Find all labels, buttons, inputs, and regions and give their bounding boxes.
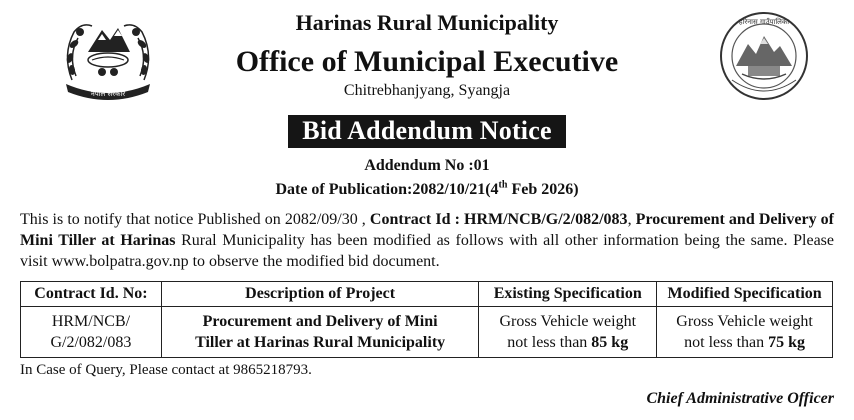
header-contract-id: Contract Id. No: <box>21 282 162 307</box>
signatory-title: Chief Administrative Officer <box>646 390 834 407</box>
header-description: Description of Project <box>161 282 478 307</box>
existing-weight-value: 85 kg <box>591 334 629 351</box>
modified-weight-value: 75 kg <box>768 334 806 351</box>
office-address: Chitrebhanjyang, Syangja <box>343 82 511 99</box>
header-existing-spec: Existing Specification <box>479 282 657 307</box>
cell-contract-id: HRM/NCB/ G/2/082/083 <box>21 307 162 358</box>
notice-body: This is to notify that notice Published on 2082/09/30 , Contract Id : HRM/NCB/G/2/082/083, Procurement and Delivery of Mini Tiller at Harinas Rural Municipality has been modified as follows with all other information being the same. Please visit www.bolpatra.gov.np to observe the modified bid document. <box>20 211 835 270</box>
notice-title: Bid Addendum Notice <box>288 115 565 148</box>
publication-date: Date of Publication:2082/10/21(4th Feb 2026) <box>275 179 579 198</box>
cell-existing-spec: Gross Vehicle weight not less than 85 kg <box>479 307 657 358</box>
header-modified-spec: Modified Specification <box>657 282 833 307</box>
right-emblem-text: हरिनास गाउँपालिका <box>738 18 790 26</box>
addendum-number: Addendum No :01 <box>364 157 490 174</box>
cell-description: Procurement and Delivery of Mini Tiller at Harinas Rural Municipality <box>161 307 478 358</box>
query-contact: In Case of Query, Please contact at 9865218793. <box>20 362 312 378</box>
procurement-title: Procurement and Delivery of Mini Tiller at Harinas <box>20 211 835 249</box>
table-header-row <box>21 282 833 307</box>
specification-table <box>20 281 833 358</box>
municipality-name: Harinas Rural Municipality <box>295 10 559 35</box>
table-row <box>21 307 833 358</box>
office-name: Office of Municipal Executive <box>235 45 619 78</box>
left-emblem-text: नेपाल सरकार <box>90 90 126 98</box>
cell-modified-spec: Gross Vehicle weight not less than 75 kg <box>657 307 833 358</box>
title-banner <box>0 115 854 148</box>
contract-id: Contract Id : HRM/NCB/G/2/082/083 <box>369 211 628 228</box>
